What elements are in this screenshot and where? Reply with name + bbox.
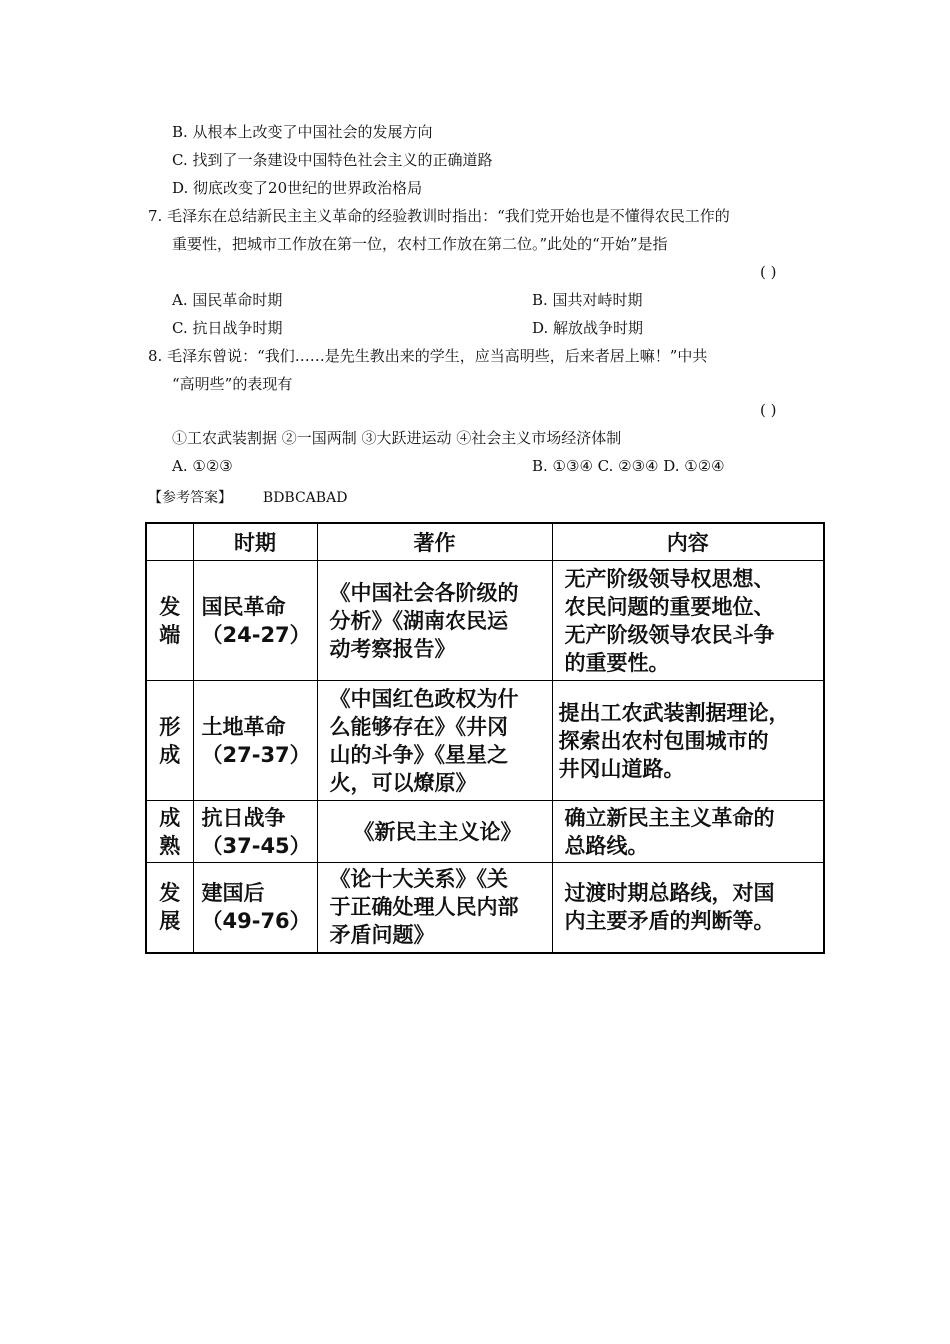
table-header-row	[146, 523, 824, 561]
header-period: 时期	[193, 523, 317, 561]
stage-cell: 形 成	[146, 681, 193, 801]
q7-option-d: D. 解放战争时期	[532, 319, 644, 337]
header-works: 著作	[317, 523, 552, 561]
works-cell: 《中国红色政权为什 么能够存在》《井冈 山的斗争》《星星之 火，可以燎原》	[317, 681, 552, 801]
works-cell: 《新民主主义论》	[317, 801, 552, 863]
q6-option-b: B. 从根本上改变了中国社会的发展方向	[172, 123, 433, 141]
table-row	[146, 681, 824, 801]
q8-option-bcd: B. ①③④ C. ②③④ D. ①②④	[532, 457, 725, 475]
q6-option-d: D. 彻底改变了20世纪的世界政治格局	[172, 179, 423, 197]
content-cell: 无产阶级领导权思想、 农民问题的重要地位、 无产阶级领导农民斗争 的重要性。	[552, 561, 824, 681]
q7-stem-line-1: 7. 毛泽东在总结新民主主义革命的经验教训时指出：“我们党开始也是不懂得农民工作的	[148, 207, 730, 225]
content-cell: 提出工农武装割据理论， 探索出农村包围城市的 井冈山道路。	[552, 681, 824, 801]
q7-option-b: B. 国共对峙时期	[532, 291, 643, 309]
q6-option-c: C. 找到了一条建设中国特色社会主义的正确道路	[172, 151, 493, 169]
period-cell: 土地革命 （27-37）	[193, 681, 317, 801]
answer-label: 【参考答案】	[148, 490, 232, 506]
period-cell: 建国后 （49-76）	[193, 863, 317, 953]
stage-cell: 发 端	[146, 561, 193, 681]
q8-option-a: A. ①②③	[172, 457, 233, 475]
content-cell: 确立新民主主义革命的 总路线。	[552, 801, 824, 863]
works-cell: 《论十大关系》《关 于正确处理人民内部 矛盾问题》	[317, 863, 552, 953]
stage-cell: 发 展	[146, 863, 193, 953]
q7-option-a: A. 国民革命时期	[172, 291, 283, 309]
period-cell: 抗日战争 （37-45）	[193, 801, 317, 863]
q8-stem-line-1: 8. 毛泽东曾说：“我们……是先生教出来的学生，应当高明些，后来者居上嘛！”中共	[148, 347, 708, 365]
header-content: 内容	[552, 523, 824, 561]
header-blank	[146, 523, 193, 561]
answer-value: BDBCABAD	[262, 490, 348, 506]
table-row	[146, 863, 824, 953]
stage-cell: 成 熟	[146, 801, 193, 863]
q8-answer-paren: ( )	[760, 401, 777, 419]
summary-table	[145, 522, 825, 954]
q7-answer-paren: ( )	[760, 263, 777, 281]
table-row	[146, 801, 824, 863]
period-cell: 国民革命 （24-27）	[193, 561, 317, 681]
q7-stem-line-2: 重要性，把城市工作放在第一位，农村工作放在第二位。”此处的“开始”是指	[172, 235, 668, 253]
q8-items: ①工农武装割据 ②一国两制 ③大跃进运动 ④社会主义市场经济体制	[172, 429, 622, 447]
content-cell: 过渡时期总路线，对国 内主要矛盾的判断等。	[552, 863, 824, 953]
table-row	[146, 561, 824, 681]
answer-key	[148, 488, 347, 508]
q8-stem-line-2: “高明些”的表现有	[172, 375, 293, 393]
q7-option-c: C. 抗日战争时期	[172, 319, 283, 337]
works-cell: 《中国社会各阶级的 分析》《湖南农民运 动考察报告》	[317, 561, 552, 681]
